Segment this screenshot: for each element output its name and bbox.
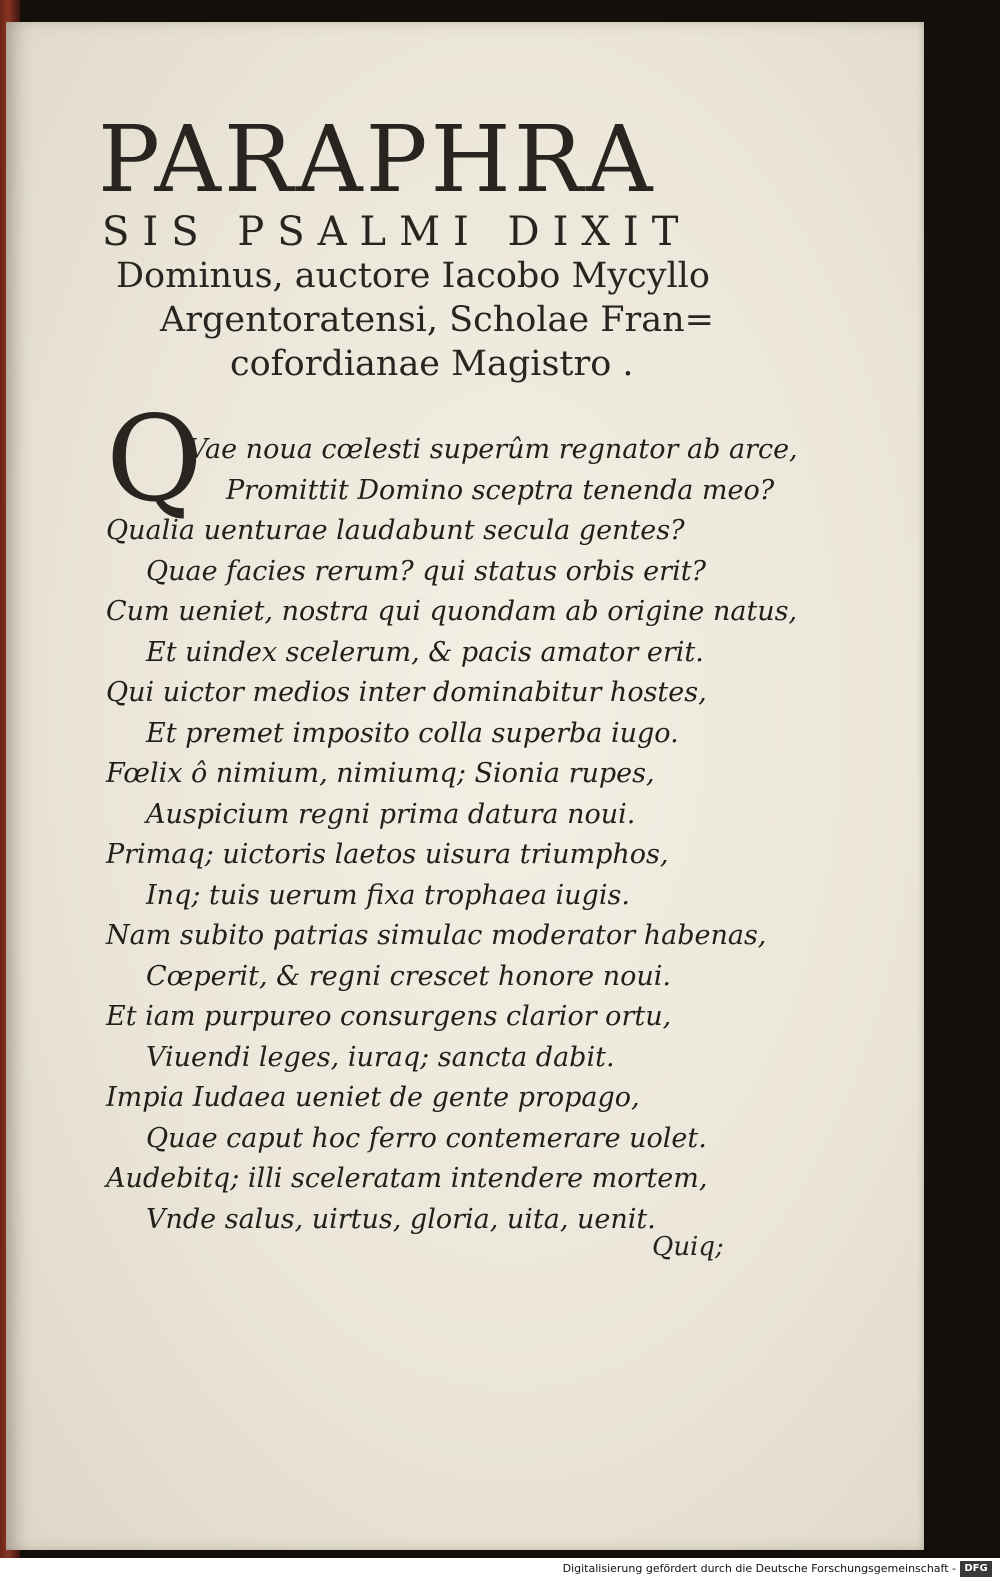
poem-line: Cœperit, & regni crescet honore noui.: [146, 960, 671, 992]
poem-line: Auspicium regni prima datura noui.: [146, 798, 636, 830]
title-caps: SIS PSALMI DIXIT: [102, 209, 692, 255]
poem-line: Impia Iudaea ueniet de gente propago,: [106, 1082, 640, 1113]
poem-line: Nam subito patrias simulac moderator habenas,: [106, 920, 767, 951]
poem-line: Et premet imposito colla superba iugo.: [146, 717, 679, 749]
poem-line: Fœlix ô nimium, nimiumq; Sionia rupes,: [106, 758, 655, 789]
poem-line: Vae noua cœlesti superûm regnator ab arce,: [188, 434, 798, 465]
poem-line: Cum ueniet, nostra qui quondam ab origine natus,: [106, 596, 798, 627]
book-page: [6, 22, 924, 1550]
poem-line: Qui uictor medios inter dominabitur hostes,: [106, 677, 707, 708]
title-line-2: Argentoratensi, Scholae Fran=: [160, 300, 714, 340]
poem-line: Et iam purpureo consurgens clarior ortu,: [106, 1001, 672, 1032]
title-block: [98, 106, 742, 386]
poem-line: Quae facies rerum? qui status orbis erit?: [146, 555, 707, 587]
title-large: PARAPHRA: [98, 106, 656, 213]
title-line-3: cofordianae Magistro .: [230, 344, 634, 384]
poem-text: [106, 390, 798, 1240]
catchword: Quiq;: [652, 1232, 724, 1262]
poem-line: Viuendi leges, iuraq; sancta dabit.: [146, 1041, 615, 1073]
poem-line: Primaq; uictoris laetos uisura triumphos,: [106, 839, 669, 870]
title-line-1: Dominus, auctore Iacobo Mycyllo: [116, 256, 710, 296]
poem-line: Inq; tuis uerum fixa trophaea iugis.: [146, 879, 630, 911]
poem-line: Quae caput hoc ferro contemerare uolet.: [146, 1122, 707, 1154]
dfg-logo: DFG: [960, 1561, 992, 1577]
poem-line: Vnde salus, uirtus, gloria, uita, uenit.: [146, 1203, 656, 1235]
poem-line: Qualia uenturae laudabunt secula gentes?: [106, 515, 685, 546]
poem-line: Audebitq; illi sceleratam intendere mortem,: [106, 1163, 708, 1194]
funding-notice: Digitalisierung gefördert durch die Deutsche Forschungsgemeinschaft -: [562, 1562, 956, 1575]
footer-bar: [0, 1558, 1000, 1583]
poem-line: Et uindex scelerum, & pacis amator erit.: [146, 636, 704, 668]
poem-line: Promittit Domino sceptra tenenda meo?: [226, 474, 775, 506]
drop-capital: Q: [106, 390, 203, 528]
